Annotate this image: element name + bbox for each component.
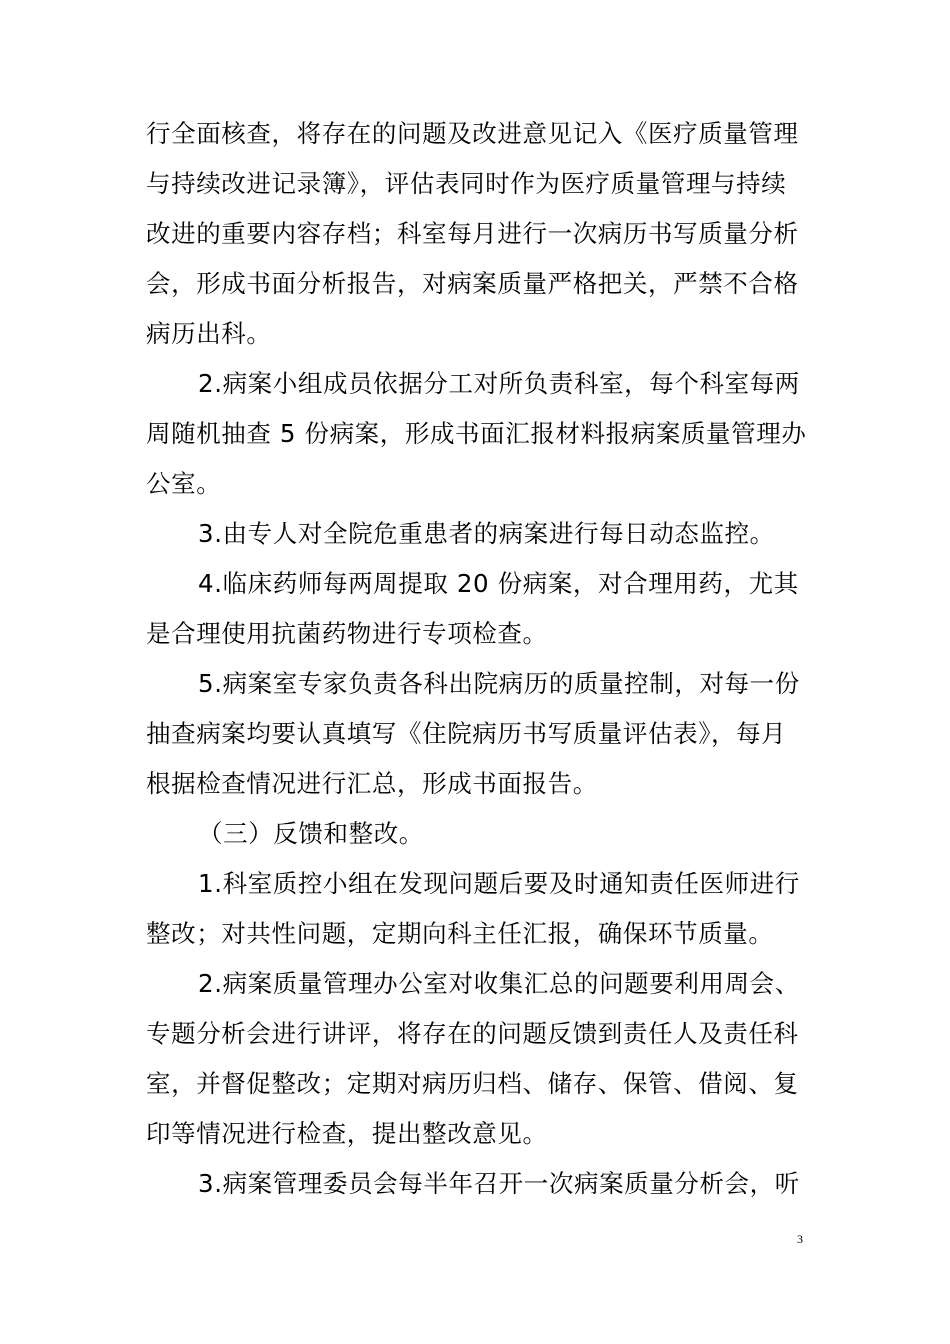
text-line: 病历出科。	[146, 319, 272, 348]
text-line: 专题分析会进行讲评，将存在的问题反馈到责任人及责任科	[146, 1019, 799, 1048]
paragraph-first-line: 2.病案质量管理办公室对收集汇总的问题要利用周会、	[198, 969, 800, 998]
text-line: 抽查病案均要认真填写《住院病历书写质量评估表》，每月	[146, 719, 787, 748]
text-line: 整改；对共性问题，定期向科主任汇报，确保环节质量。	[146, 919, 774, 948]
paragraph-first-line: 5.病案室专家负责各科出院病历的质量控制，对每一份	[198, 669, 800, 698]
text-line: 会，形成书面分析报告，对病案质量严格把关，严禁不合格	[146, 269, 799, 298]
paragraph-first-line: 2.病案小组成员依据分工对所负责科室，每个科室每两	[198, 369, 800, 398]
paragraph-first-line: 3.病案管理委员会每半年召开一次病案质量分析会，听	[198, 1169, 800, 1198]
page-number: 3	[797, 1232, 803, 1246]
paragraph-first-line: 4.临床药师每两周提取 20 份病案，对合理用药，尤其	[198, 569, 799, 598]
paragraph-first-line: 3.由专人对全院危重患者的病案进行每日动态监控。	[198, 519, 775, 548]
paragraph-first-line: 1.科室质控小组在发现问题后要及时通知责任医师进行	[198, 869, 800, 898]
section-heading: （三）反馈和整改。	[198, 819, 424, 848]
text-line: 是合理使用抗菌药物进行专项检查。	[146, 619, 548, 648]
text-line: 印等情况进行检查，提出整改意见。	[146, 1119, 548, 1148]
text-line: 改进的重要内容存档；科室每月进行一次病历书写质量分析	[146, 219, 799, 248]
text-line: 室，并督促整改；定期对病历归档、储存、保管、借阅、复	[146, 1069, 799, 1098]
text-line: 根据检查情况进行汇总，形成书面报告。	[146, 769, 598, 798]
text-line: 周随机抽查 5 份病案，形成书面汇报材料报病案质量管理办	[146, 419, 807, 448]
text-line: 公室。	[146, 469, 222, 498]
text-line: 与持续改进记录簿》，评估表同时作为医疗质量管理与持续	[146, 169, 787, 198]
text-line: 行全面核查，将存在的问题及改进意见记入《医疗质量管理	[146, 119, 799, 148]
